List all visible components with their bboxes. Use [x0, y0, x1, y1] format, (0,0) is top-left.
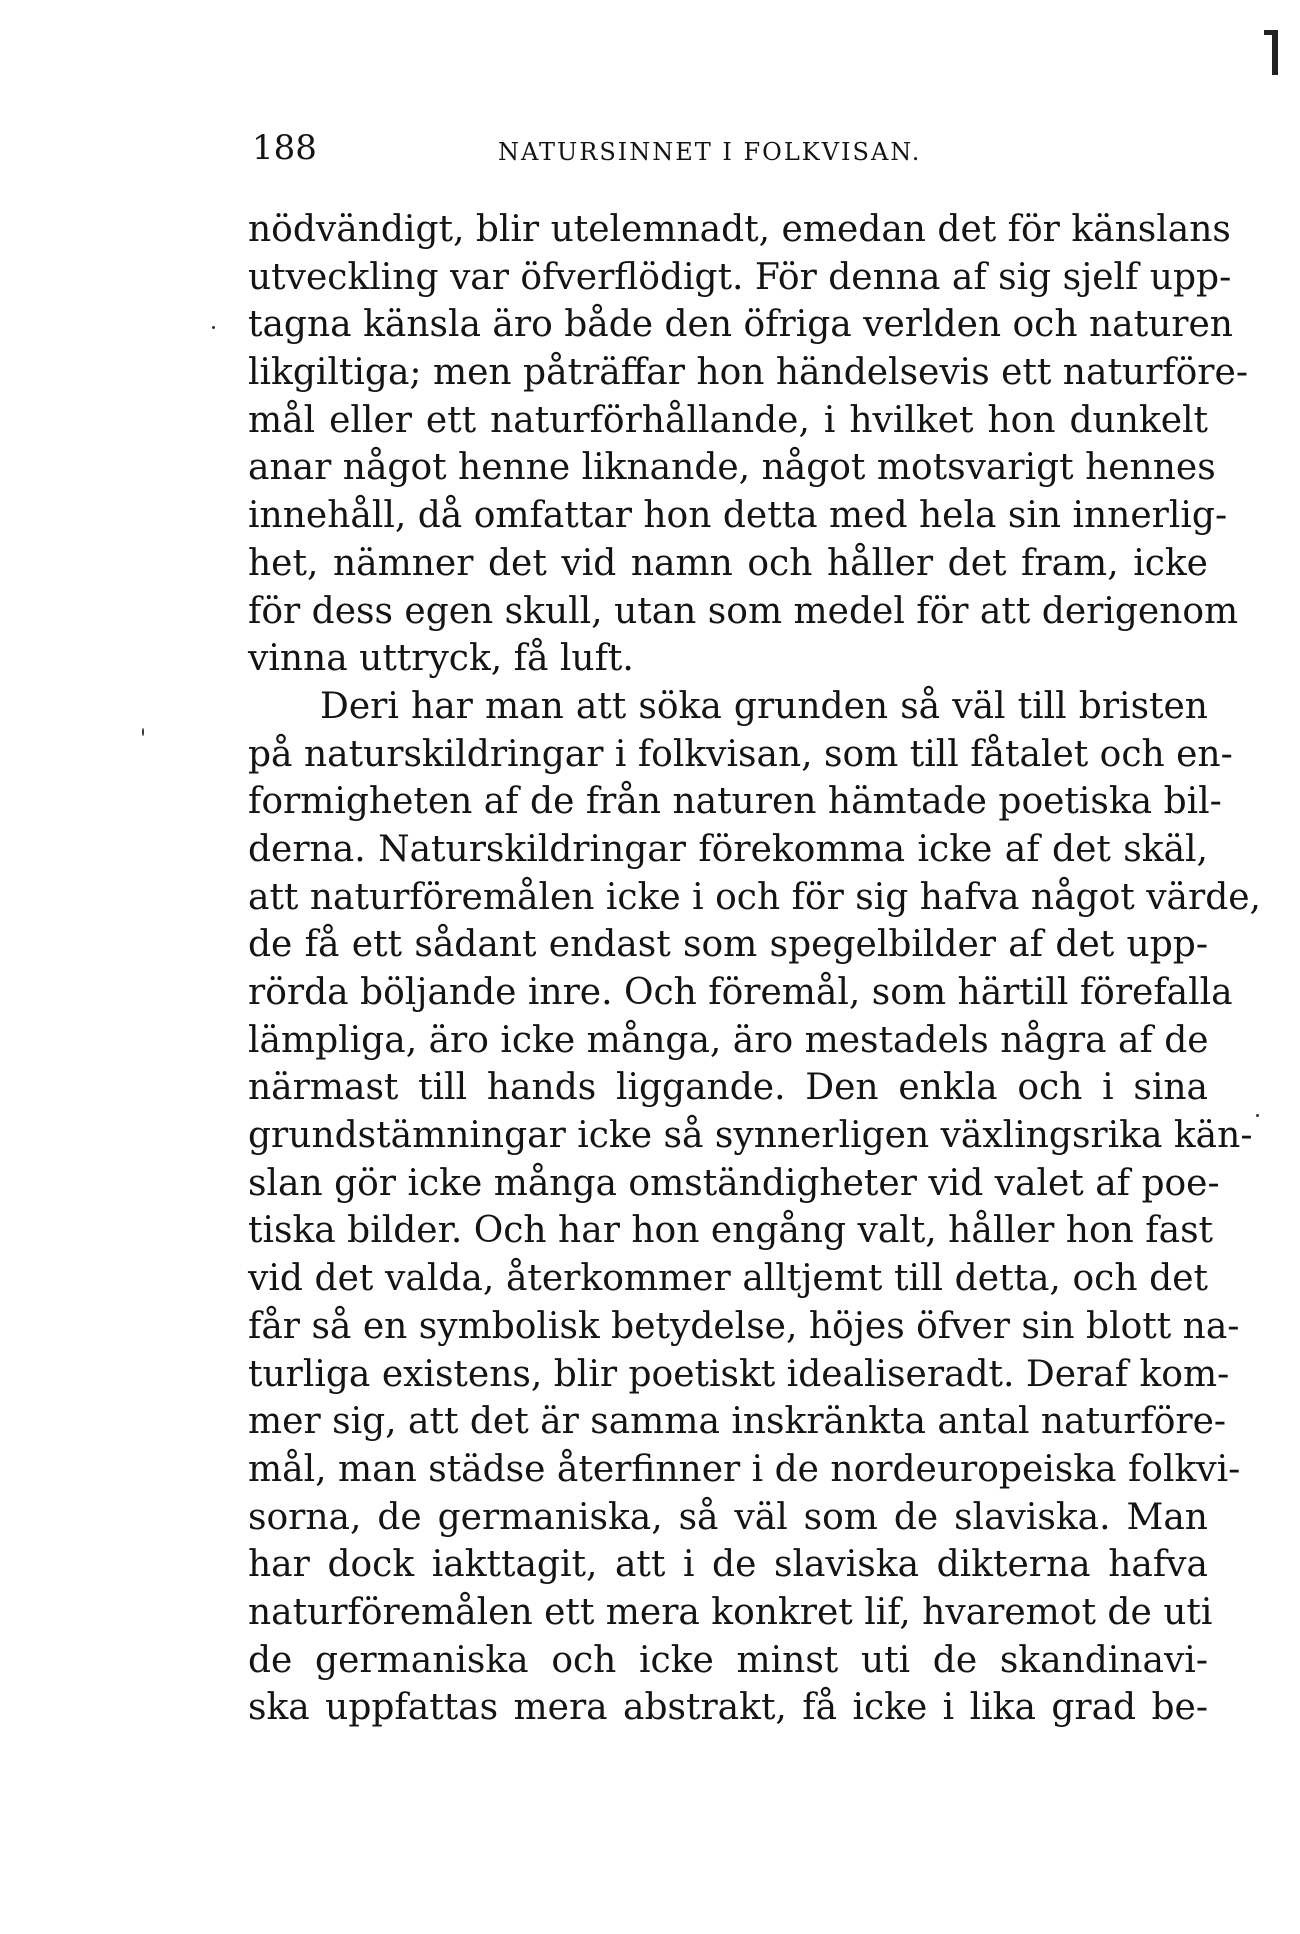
text-line: de få ett sådant endast som spegelbilder af det upp-	[248, 924, 1208, 966]
text-line: mål eller ett naturförhållande, i hvilket hon dunkelt	[248, 399, 1208, 441]
text-line: mer sig, att det är samma inskränkta antal naturföre-	[248, 1401, 1227, 1443]
body-text	[248, 206, 1261, 1732]
text-line: sorna, de germaniska, så väl som de slaviska. Man	[248, 1496, 1208, 1538]
text-line: het, nämner det vid namn och håller det fram, icke	[248, 542, 1208, 584]
text-line: rörda böljande inre. Och föremål, som härtill förefalla	[248, 972, 1233, 1013]
text-line: på naturskildringar i folkvisan, som till fåtalet och en-	[248, 733, 1233, 775]
page-header	[252, 126, 1202, 170]
text-line: får så en symbolisk betydelse, höjes öfver sin blott na-	[248, 1305, 1240, 1347]
text-line: att naturföremålen icke i och för sig hafva något värde,	[248, 876, 1261, 918]
text-line: för dess egen skull, utan som medel för att derigenom	[248, 590, 1239, 632]
margin-speck	[1256, 1114, 1259, 1117]
text-line: lämpliga, äro icke många, äro mestadels några af de	[248, 1019, 1209, 1061]
text-line: tagna känsla äro både den öfriga verlden och naturen	[248, 304, 1233, 346]
text-line: formigheten af de från naturen hämtade poetiska bil-	[248, 781, 1222, 823]
margin-speck	[142, 728, 144, 736]
text-line: grundstämningar icke så synnerligen växlingsrika kän-	[248, 1115, 1253, 1157]
text-line: de germaniska och icke minst uti de skandinavi-	[248, 1639, 1208, 1681]
text-line: turliga existens, blir poetiskt idealiseradt. Deraf kom-	[248, 1353, 1230, 1395]
text-line: vinna uttryck, få luft.	[248, 638, 634, 680]
text-line: utveckling var öfverflödigt. För denna af sig sjelf upp-	[248, 256, 1232, 298]
text-line: likgiltiga; men påträffar hon händelsevis ett naturföre-	[248, 352, 1248, 394]
text-line: naturföremålen ett mera konkret lif, hvaremot de uti	[248, 1591, 1213, 1633]
text-line: nödvändigt, blir utelemnadt, emedan det för känslans	[248, 209, 1231, 250]
text-line: mål, man städse återfinner i de nordeuropeiska folkvi-	[248, 1448, 1241, 1490]
text-line: ska uppfattas mera abstrakt, få icke i lika grad be-	[248, 1687, 1208, 1729]
running-title: NATURSINNET I FOLKVISAN.	[498, 138, 922, 166]
text-line: derna. Naturskildringar förekomma icke af det skäl,	[248, 828, 1208, 870]
text-line: tiska bilder. Och har hon engång valt, håller hon fast	[248, 1210, 1214, 1252]
text-line: slan gör icke många omständigheter vid valet af poe-	[248, 1162, 1220, 1204]
corner-scan-mark	[1264, 30, 1278, 75]
margin-speck	[212, 326, 215, 329]
page-number: 188	[252, 128, 317, 168]
text-line: har dock iakttagit, att i de slaviska dikterna hafva	[248, 1544, 1208, 1586]
text-line: innehåll, då omfattar hon detta med hela sin innerlig-	[248, 495, 1228, 537]
text-line: närmast till hands liggande. Den enkla och i sina	[248, 1067, 1208, 1109]
text-line: anar något henne liknande, något motsvarigt hennes	[248, 447, 1216, 489]
text-line: Deri har man att söka grunden så väl till bristen	[320, 685, 1208, 727]
text-line: vid det valda, återkommer alltjemt till detta, och det	[248, 1258, 1208, 1300]
